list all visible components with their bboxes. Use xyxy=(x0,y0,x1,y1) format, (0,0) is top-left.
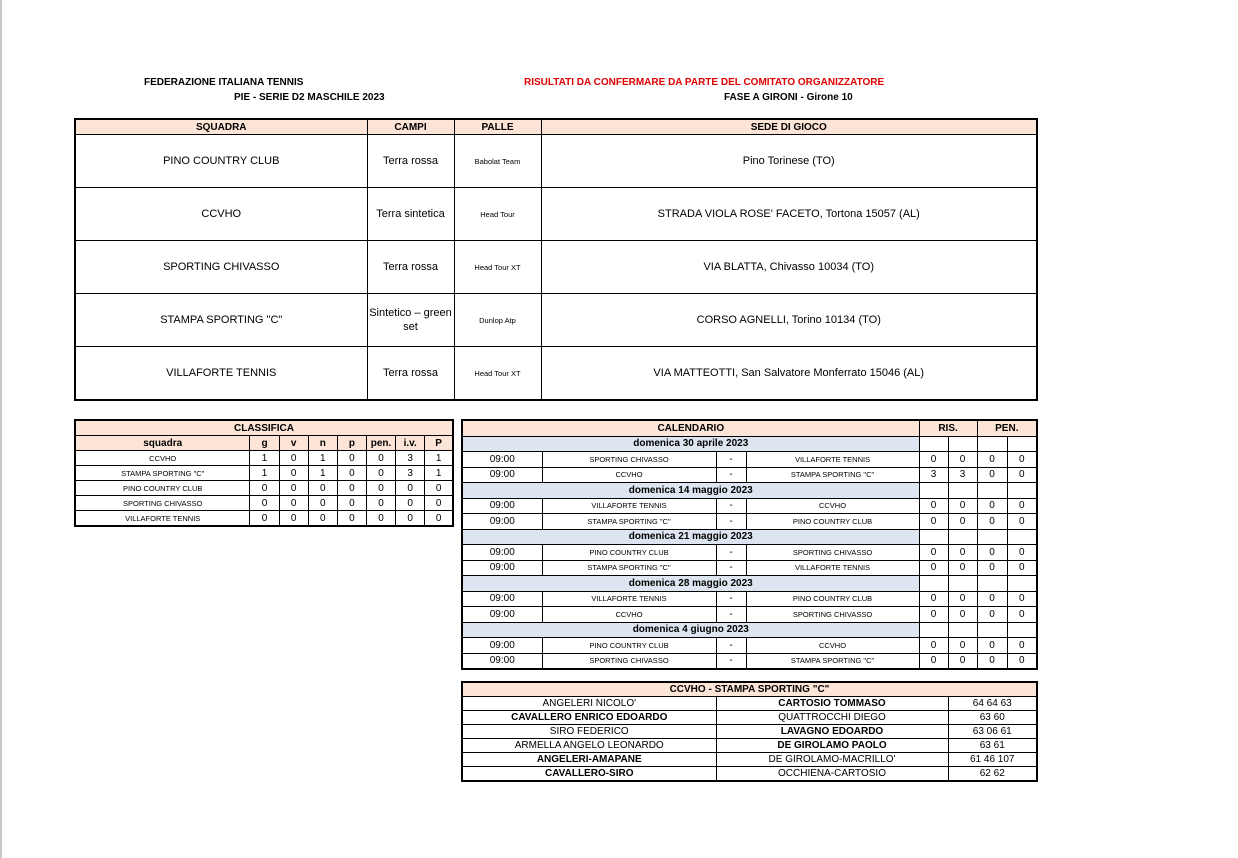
match-ris-home: 0 xyxy=(919,514,948,530)
empty-cell xyxy=(948,483,977,499)
match-pen-away: 0 xyxy=(1007,591,1037,607)
rubber-home-player: SIRO FEDERICO xyxy=(462,725,716,739)
match-day-row xyxy=(462,436,1037,452)
match-home-team: SPORTING CHIVASSO xyxy=(542,653,716,669)
match-separator: - xyxy=(716,560,746,576)
team-row xyxy=(75,294,1037,347)
empty-cell xyxy=(1007,436,1037,452)
match-time: 09:00 xyxy=(462,514,542,530)
match-day-date: domenica 28 maggio 2023 xyxy=(462,576,919,592)
standing-g: 1 xyxy=(250,451,279,466)
match-row xyxy=(462,467,1037,483)
match-ris-away: 0 xyxy=(948,607,977,623)
rubber-home-player: ANGELERI-AMAPANE xyxy=(462,753,716,767)
standing-team: STAMPA SPORTING "C" xyxy=(75,466,250,481)
rubber-away-player: QUATTROCCHI DIEGO xyxy=(716,711,948,725)
col-p: p xyxy=(337,436,366,451)
match-separator: - xyxy=(716,545,746,561)
col-iv: i.v. xyxy=(396,436,425,451)
match-ris-home: 0 xyxy=(919,560,948,576)
standing-iv: 3 xyxy=(396,451,425,466)
match-ris-away: 0 xyxy=(948,638,977,654)
standing-v: 0 xyxy=(279,511,308,527)
match-body xyxy=(462,697,1037,782)
standing-pen: 0 xyxy=(366,451,395,466)
rubber-row xyxy=(462,725,1037,739)
rubber-score: 61 46 107 xyxy=(948,753,1037,767)
standing-points: 1 xyxy=(425,451,453,466)
empty-cell xyxy=(977,436,1007,452)
rubber-home-player: CAVALLERO ENRICO EDOARDO xyxy=(462,711,716,725)
standing-p: 0 xyxy=(337,496,366,511)
standing-row xyxy=(75,511,453,527)
empty-cell xyxy=(977,576,1007,592)
match-home-team: PINO COUNTRY CLUB xyxy=(542,638,716,654)
match-ris-home: 0 xyxy=(919,653,948,669)
match-pen-away: 0 xyxy=(1007,653,1037,669)
match-row xyxy=(462,545,1037,561)
standing-p: 0 xyxy=(337,466,366,481)
match-row xyxy=(462,638,1037,654)
rubber-away-player: CARTOSIO TOMMASO xyxy=(716,697,948,711)
match-away-team: PINO COUNTRY CLUB xyxy=(746,514,919,530)
match-time: 09:00 xyxy=(462,452,542,468)
team-name: VILLAFORTE TENNIS xyxy=(75,347,367,401)
team-balls: Dunlop Atp xyxy=(454,294,541,347)
match-time: 09:00 xyxy=(462,591,542,607)
standing-points: 0 xyxy=(425,511,453,527)
match-day-date: domenica 21 maggio 2023 xyxy=(462,529,919,545)
match-day-row xyxy=(462,529,1037,545)
standing-v: 0 xyxy=(279,481,308,496)
standing-pen: 0 xyxy=(366,496,395,511)
match-away-team: SPORTING CHIVASSO xyxy=(746,545,919,561)
match-home-team: CCVHO xyxy=(542,607,716,623)
match-away-team: CCVHO xyxy=(746,638,919,654)
classifica-table xyxy=(74,419,454,527)
match-separator: - xyxy=(716,591,746,607)
standing-row xyxy=(75,466,453,481)
match-pen-home: 0 xyxy=(977,452,1007,468)
standing-team: CCVHO xyxy=(75,451,250,466)
team-courts: Terra rossa xyxy=(367,241,454,294)
team-venue: VIA BLATTA, Chivasso 10034 (TO) xyxy=(541,241,1037,294)
standing-v: 0 xyxy=(279,466,308,481)
classifica-title: CLASSIFICA xyxy=(75,420,453,436)
match-home-team: SPORTING CHIVASSO xyxy=(542,452,716,468)
teams-table xyxy=(74,118,1038,401)
match-day-row xyxy=(462,622,1037,638)
standing-g: 0 xyxy=(250,481,279,496)
match-pen-home: 0 xyxy=(977,607,1007,623)
match-row xyxy=(462,591,1037,607)
match-ris-away: 0 xyxy=(948,514,977,530)
rubber-away-player: OCCHIENA-CARTOSIO xyxy=(716,767,948,782)
team-balls: Head Tour XT xyxy=(454,241,541,294)
standing-team: VILLAFORTE TENNIS xyxy=(75,511,250,527)
match-day-row xyxy=(462,483,1037,499)
match-row xyxy=(462,452,1037,468)
empty-cell xyxy=(919,576,948,592)
ris-header: RIS. xyxy=(919,420,977,436)
match-time: 09:00 xyxy=(462,607,542,623)
team-venue: STRADA VIOLA ROSE' FACETO, Tortona 15057 (AL) xyxy=(541,188,1037,241)
empty-cell xyxy=(948,576,977,592)
col-points: P xyxy=(425,436,453,451)
empty-cell xyxy=(1007,529,1037,545)
match-day-row xyxy=(462,576,1037,592)
match-away-team: CCVHO xyxy=(746,498,919,514)
team-name: CCVHO xyxy=(75,188,367,241)
empty-cell xyxy=(919,622,948,638)
rubber-row xyxy=(462,739,1037,753)
match-separator: - xyxy=(716,467,746,483)
empty-cell xyxy=(919,483,948,499)
match-home-team: VILLAFORTE TENNIS xyxy=(542,591,716,607)
standing-pen: 0 xyxy=(366,511,395,527)
team-name: PINO COUNTRY CLUB xyxy=(75,135,367,188)
match-pen-home: 0 xyxy=(977,498,1007,514)
notice-text: RISULTATI DA CONFERMARE DA PARTE DEL COMITATO ORGANIZZATORE xyxy=(524,77,885,88)
match-ris-home: 0 xyxy=(919,498,948,514)
rubber-row xyxy=(462,697,1037,711)
match-away-team: PINO COUNTRY CLUB xyxy=(746,591,919,607)
col-v: v xyxy=(279,436,308,451)
match-pen-home: 0 xyxy=(977,545,1007,561)
rubber-row xyxy=(462,767,1037,782)
match-away-team: VILLAFORTE TENNIS xyxy=(746,560,919,576)
match-ris-away: 0 xyxy=(948,560,977,576)
match-row xyxy=(462,607,1037,623)
calendario-header-row xyxy=(462,420,1037,436)
match-ris-away: 0 xyxy=(948,452,977,468)
empty-cell xyxy=(1007,622,1037,638)
match-ris-home: 0 xyxy=(919,452,948,468)
col-pen: pen. xyxy=(366,436,395,451)
team-row xyxy=(75,135,1037,188)
match-away-team: STAMPA SPORTING "C" xyxy=(746,653,919,669)
match-separator: - xyxy=(716,638,746,654)
match-ris-away: 3 xyxy=(948,467,977,483)
empty-cell xyxy=(977,483,1007,499)
standing-iv: 3 xyxy=(396,466,425,481)
calendario-table xyxy=(461,419,1038,670)
team-row xyxy=(75,241,1037,294)
team-courts: Sintetico – green set xyxy=(367,294,454,347)
rubber-row xyxy=(462,711,1037,725)
match-pen-away: 0 xyxy=(1007,560,1037,576)
team-courts: Terra rossa xyxy=(367,347,454,401)
match-title: CCVHO - STAMPA SPORTING "C" xyxy=(462,682,1037,697)
match-pen-away: 0 xyxy=(1007,545,1037,561)
match-ris-home: 3 xyxy=(919,467,948,483)
match-home-team: PINO COUNTRY CLUB xyxy=(542,545,716,561)
match-ris-home: 0 xyxy=(919,545,948,561)
standing-iv: 0 xyxy=(396,511,425,527)
classifica-body xyxy=(75,451,453,527)
standing-p: 0 xyxy=(337,481,366,496)
team-venue: VIA MATTEOTTI, San Salvatore Monferrato 15046 (AL) xyxy=(541,347,1037,401)
team-row xyxy=(75,347,1037,401)
match-row xyxy=(462,560,1037,576)
standing-g: 0 xyxy=(250,496,279,511)
standing-team: PINO COUNTRY CLUB xyxy=(75,481,250,496)
match-pen-home: 0 xyxy=(977,591,1007,607)
match-pen-home: 0 xyxy=(977,638,1007,654)
match-time: 09:00 xyxy=(462,560,542,576)
rubber-away-player: DE GIROLAMO-MACRILLO' xyxy=(716,753,948,767)
header-palle: PALLE xyxy=(454,119,541,135)
col-n: n xyxy=(308,436,337,451)
match-separator: - xyxy=(716,452,746,468)
match-pen-away: 0 xyxy=(1007,498,1037,514)
classifica-header-row xyxy=(75,436,453,451)
match-pen-away: 0 xyxy=(1007,638,1037,654)
rubber-away-player: DE GIROLAMO PAOLO xyxy=(716,739,948,753)
match-separator: - xyxy=(716,498,746,514)
standing-iv: 0 xyxy=(396,496,425,511)
match-detail-table xyxy=(461,681,1038,782)
team-courts: Terra rossa xyxy=(367,135,454,188)
empty-cell xyxy=(977,529,1007,545)
empty-cell xyxy=(977,622,1007,638)
col-squadra: squadra xyxy=(75,436,250,451)
series-title: PIE - SERIE D2 MASCHILE 2023 xyxy=(234,92,385,103)
match-ris-away: 0 xyxy=(948,498,977,514)
match-day-date: domenica 14 maggio 2023 xyxy=(462,483,919,499)
match-ris-away: 0 xyxy=(948,591,977,607)
match-ris-home: 0 xyxy=(919,638,948,654)
empty-cell xyxy=(948,622,977,638)
match-away-team: SPORTING CHIVASSO xyxy=(746,607,919,623)
standing-p: 0 xyxy=(337,511,366,527)
standing-iv: 0 xyxy=(396,481,425,496)
match-pen-home: 0 xyxy=(977,514,1007,530)
header-squadra: SQUADRA xyxy=(75,119,367,135)
rubber-home-player: CAVALLERO-SIRO xyxy=(462,767,716,782)
rubber-score: 63 61 xyxy=(948,739,1037,753)
classifica-title-row xyxy=(75,420,453,436)
empty-cell xyxy=(1007,576,1037,592)
page-edge xyxy=(0,0,2,858)
standing-team: SPORTING CHIVASSO xyxy=(75,496,250,511)
team-name: SPORTING CHIVASSO xyxy=(75,241,367,294)
team-row xyxy=(75,188,1037,241)
rubber-home-player: ANGELERI NICOLO' xyxy=(462,697,716,711)
match-time: 09:00 xyxy=(462,638,542,654)
match-ris-away: 0 xyxy=(948,545,977,561)
rubber-away-player: LAVAGNO EDOARDO xyxy=(716,725,948,739)
standing-row xyxy=(75,481,453,496)
match-pen-away: 0 xyxy=(1007,467,1037,483)
match-time: 09:00 xyxy=(462,498,542,514)
standing-row xyxy=(75,451,453,466)
calendario-body xyxy=(462,436,1037,669)
match-pen-home: 0 xyxy=(977,467,1007,483)
federation-title: FEDERAZIONE ITALIANA TENNIS xyxy=(144,77,304,88)
team-balls: Babolat Team xyxy=(454,135,541,188)
match-time: 09:00 xyxy=(462,653,542,669)
calendario-title: CALENDARIO xyxy=(462,420,919,436)
match-day-date: domenica 4 giugno 2023 xyxy=(462,622,919,638)
empty-cell xyxy=(1007,483,1037,499)
teams-header-row xyxy=(75,119,1037,135)
match-home-team: CCVHO xyxy=(542,467,716,483)
rubber-home-player: ARMELLA ANGELO LEONARDO xyxy=(462,739,716,753)
standing-pen: 0 xyxy=(366,481,395,496)
match-home-team: STAMPA SPORTING "C" xyxy=(542,560,716,576)
standing-points: 0 xyxy=(425,496,453,511)
header-campi: CAMPI xyxy=(367,119,454,135)
match-separator: - xyxy=(716,653,746,669)
match-home-team: VILLAFORTE TENNIS xyxy=(542,498,716,514)
standing-n: 0 xyxy=(308,481,337,496)
match-separator: - xyxy=(716,607,746,623)
match-ris-home: 0 xyxy=(919,607,948,623)
empty-cell xyxy=(919,529,948,545)
match-pen-home: 0 xyxy=(977,560,1007,576)
match-home-team: STAMPA SPORTING "C" xyxy=(542,514,716,530)
empty-cell xyxy=(948,529,977,545)
standing-n: 1 xyxy=(308,451,337,466)
match-separator: - xyxy=(716,514,746,530)
match-row xyxy=(462,514,1037,530)
rubber-row xyxy=(462,753,1037,767)
match-row xyxy=(462,653,1037,669)
standing-points: 0 xyxy=(425,481,453,496)
match-ris-away: 0 xyxy=(948,653,977,669)
rubber-score: 63 06 61 xyxy=(948,725,1037,739)
standing-g: 0 xyxy=(250,511,279,527)
match-pen-away: 0 xyxy=(1007,452,1037,468)
match-day-date: domenica 30 aprile 2023 xyxy=(462,436,919,452)
empty-cell xyxy=(948,436,977,452)
match-time: 09:00 xyxy=(462,467,542,483)
header-sede: SEDE DI GIOCO xyxy=(541,119,1037,135)
match-title-row xyxy=(462,682,1037,697)
team-balls: Head Tour xyxy=(454,188,541,241)
standing-v: 0 xyxy=(279,451,308,466)
match-away-team: VILLAFORTE TENNIS xyxy=(746,452,919,468)
match-away-team: STAMPA SPORTING "C" xyxy=(746,467,919,483)
team-balls: Head Tour XT xyxy=(454,347,541,401)
match-pen-away: 0 xyxy=(1007,607,1037,623)
standing-pen: 0 xyxy=(366,466,395,481)
standing-row xyxy=(75,496,453,511)
rubber-score: 63 60 xyxy=(948,711,1037,725)
team-venue: CORSO AGNELLI, Torino 10134 (TO) xyxy=(541,294,1037,347)
match-time: 09:00 xyxy=(462,545,542,561)
standing-n: 0 xyxy=(308,496,337,511)
pen-header: PEN. xyxy=(977,420,1037,436)
col-g: g xyxy=(250,436,279,451)
team-name: STAMPA SPORTING "C" xyxy=(75,294,367,347)
standing-p: 0 xyxy=(337,451,366,466)
rubber-score: 64 64 63 xyxy=(948,697,1037,711)
match-pen-away: 0 xyxy=(1007,514,1037,530)
match-pen-home: 0 xyxy=(977,653,1007,669)
standing-points: 1 xyxy=(425,466,453,481)
empty-cell xyxy=(919,436,948,452)
standing-g: 1 xyxy=(250,466,279,481)
rubber-score: 62 62 xyxy=(948,767,1037,782)
match-row xyxy=(462,498,1037,514)
phase-title: FASE A GIRONI - Girone 10 xyxy=(724,92,853,103)
standing-n: 1 xyxy=(308,466,337,481)
team-venue: Pino Torinese (TO) xyxy=(541,135,1037,188)
team-courts: Terra sintetica xyxy=(367,188,454,241)
standing-v: 0 xyxy=(279,496,308,511)
standing-n: 0 xyxy=(308,511,337,527)
match-ris-home: 0 xyxy=(919,591,948,607)
